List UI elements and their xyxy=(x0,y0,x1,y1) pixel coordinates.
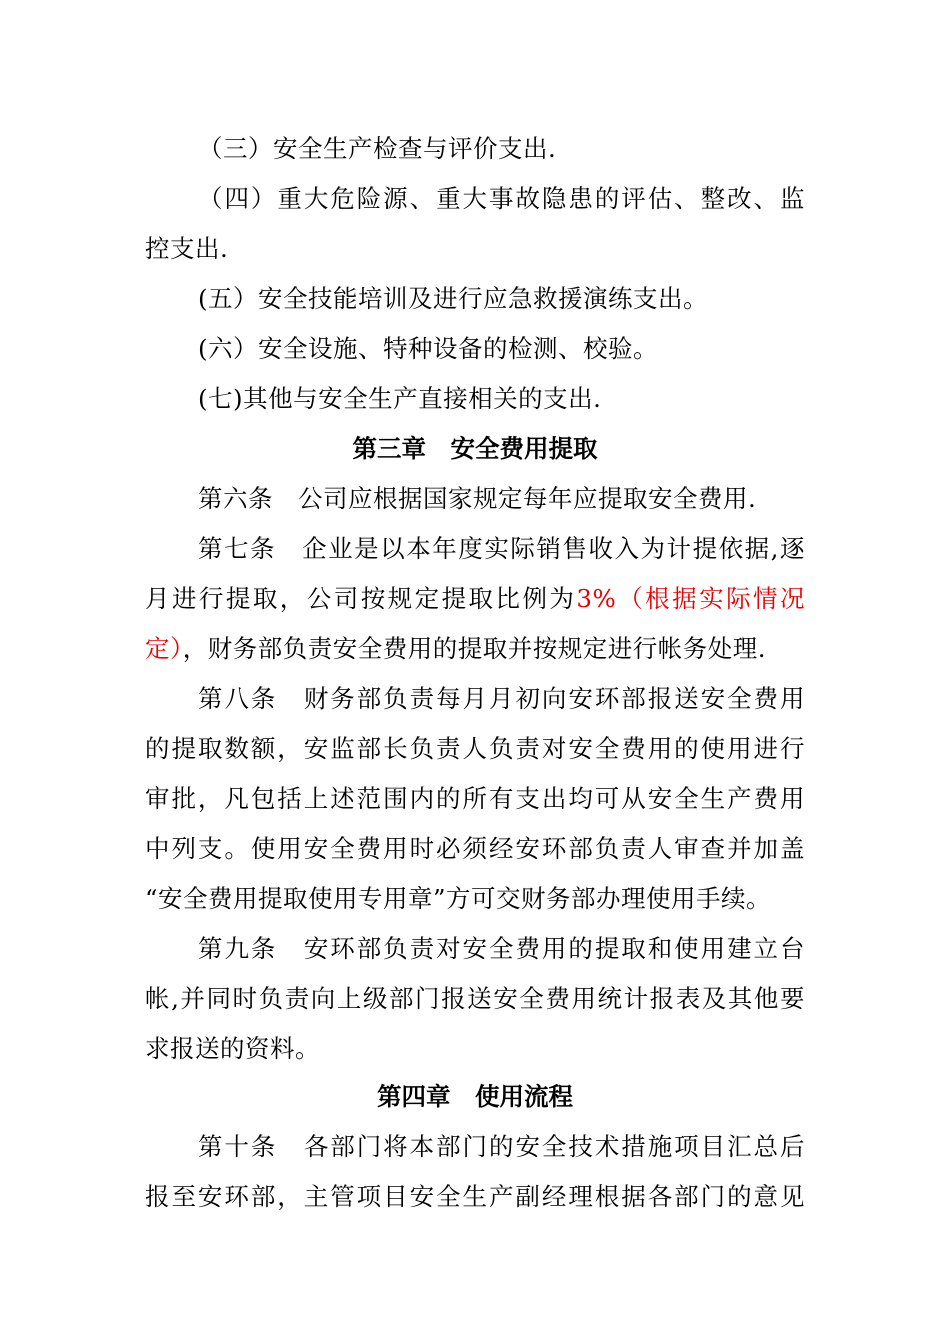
article-7-line-2 xyxy=(145,583,805,615)
chapter-4-title: 第四章 使用流程 xyxy=(377,1082,573,1111)
article-9-line-2: 帐,并同时负责向上级部门报送安全费用统计报表及其他要 xyxy=(145,984,805,1013)
item-4-line-1: （四）重大危险源、重大事故隐患的评估、整改、监 xyxy=(198,184,805,213)
article-7-line-1: 第七条 企业是以本年度实际销售收入为计提依据,逐 xyxy=(198,534,805,563)
chapter-3-title: 第三章 安全费用提取 xyxy=(352,434,598,463)
article-10-line-2: 报至安环部，主管项目安全生产副经理根据各部门的意见 xyxy=(145,1182,805,1211)
extraction-ratio-highlight: 3%（根据实际情况 xyxy=(576,584,805,613)
article-10-line-1: 第十条 各部门将本部门的安全技术措施项目汇总后 xyxy=(198,1132,805,1161)
extraction-ratio-highlight-end: 定） xyxy=(145,634,183,663)
item-5: (五）安全技能培训及进行应急救援演练支出。 xyxy=(198,284,709,313)
item-3: （三）安全生产检查与评价支出. xyxy=(198,134,557,163)
article-7-line-3-text: ，财务部负责安全费用的提取并按规定进行帐务处理. xyxy=(182,634,767,663)
article-8-line-2: 的提取数额，安监部长负责人负责对安全费用的使用进行 xyxy=(145,734,805,763)
article-9-line-1: 第九条 安环部负责对安全费用的提取和使用建立台 xyxy=(198,934,805,963)
article-9-line-3: 求报送的资料。 xyxy=(145,1034,320,1063)
article-7-line-2-text: 月进行提取，公司按规定提取比例为 xyxy=(145,584,577,613)
article-7-line-3 xyxy=(145,633,805,665)
item-7: (七)其他与安全生产直接相关的支出. xyxy=(198,384,602,413)
item-6: (六）安全设施、特种设备的检测、校验。 xyxy=(198,334,659,363)
article-6: 第六条 公司应根据国家规定每年应提取安全费用. xyxy=(198,484,757,513)
article-8-line-4: 中列支。使用安全费用时必须经安环部负责人审查并加盖 xyxy=(145,834,805,863)
item-4-line-2: 控支出. xyxy=(145,234,229,263)
article-8-line-1: 第八条 财务部负责每月月初向安环部报送安全费用 xyxy=(198,684,805,713)
article-8-line-3: 审批，凡包括上述范围内的所有支出均可从安全生产费用 xyxy=(145,784,805,813)
article-8-line-5: “安全费用提取使用专用章”方可交财务部办理使用手续。 xyxy=(145,884,772,913)
